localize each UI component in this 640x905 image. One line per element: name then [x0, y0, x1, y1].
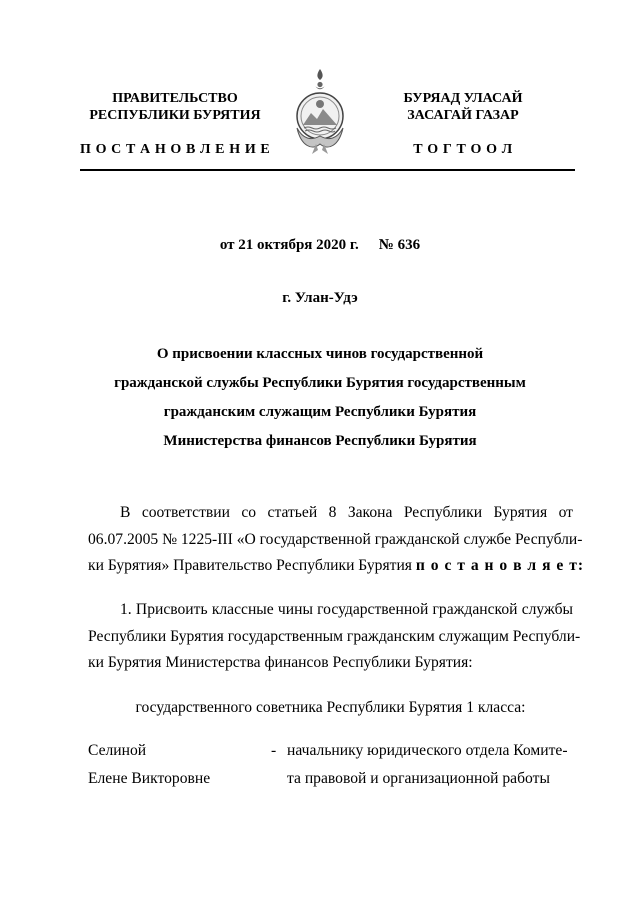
item-1-paragraph: [88, 597, 581, 677]
header-divider: [80, 169, 575, 171]
resolves-keyword: п о с т а н о в л я е т:: [415, 557, 585, 574]
header-left-line2: РЕСПУБЛИКИ БУРЯТИЯ: [89, 108, 261, 123]
header-left-line1: ПРАВИТЕЛЬСТВО: [112, 91, 238, 106]
preamble-paragraph: [88, 500, 585, 580]
rank-heading: государственного советника Республики Бурятия 1 класса:: [135, 699, 526, 716]
item-1-line: 1. Присвоить классные чины государственной гражданской службы: [120, 601, 573, 618]
appointee-given-names: Елене Викторовне: [88, 770, 211, 787]
title-line: О присвоении классных чинов государственной: [156, 346, 484, 362]
preamble-line: [88, 553, 585, 580]
doc-type-bua: Т О Г Т О О Л: [413, 142, 513, 157]
preamble-last-line-text: ки Бурятия» Правительство Республики Бурятия: [88, 557, 416, 574]
appointee-position-line: та правовой и организационной работы: [287, 770, 550, 787]
preamble-line: 06.07.2005 № 1225-III «О государственной гражданской службе Республи-: [88, 530, 583, 548]
decree-number: № 636: [378, 237, 421, 253]
appointee-name: [88, 737, 210, 793]
city: г. Улан-Удэ: [282, 290, 358, 306]
doc-type-ru: П О С Т А Н О В Л Е Н И Е: [80, 142, 271, 157]
header-left-ru: [80, 90, 270, 124]
coat-of-arms-icon: [290, 66, 350, 156]
preamble-line: В соответствии со статьей 8 Закона Республики Бурятия от: [120, 504, 573, 521]
header-right-bua: [368, 90, 558, 124]
appointee-position-line: начальнику юридического отдела Комите-: [287, 742, 568, 759]
title-line: гражданской службы Республики Бурятия государственным: [114, 375, 526, 391]
appointee-position: [287, 737, 573, 793]
appointee-dash: -: [271, 742, 277, 759]
item-1-line: ки Бурятия Министерства финансов Республики Бурятия:: [88, 654, 473, 671]
title-line: Министерства финансов Республики Бурятия: [163, 433, 477, 449]
appointee-surname: Селиной: [88, 742, 147, 759]
item-1-line: Республики Бурятия государственным гражданским служащим Республи-: [88, 627, 581, 645]
decree-title: [0, 340, 640, 456]
decree-date: от 21 октября 2020 г.: [219, 237, 359, 253]
title-line: гражданским служащим Республики Бурятия: [163, 404, 477, 420]
header-right-line2: ЗАСАГАЙ ГАЗАР: [407, 108, 519, 123]
date-number-line: [0, 232, 640, 258]
header-right-line1: БУРЯАД УЛАСАЙ: [403, 91, 523, 106]
